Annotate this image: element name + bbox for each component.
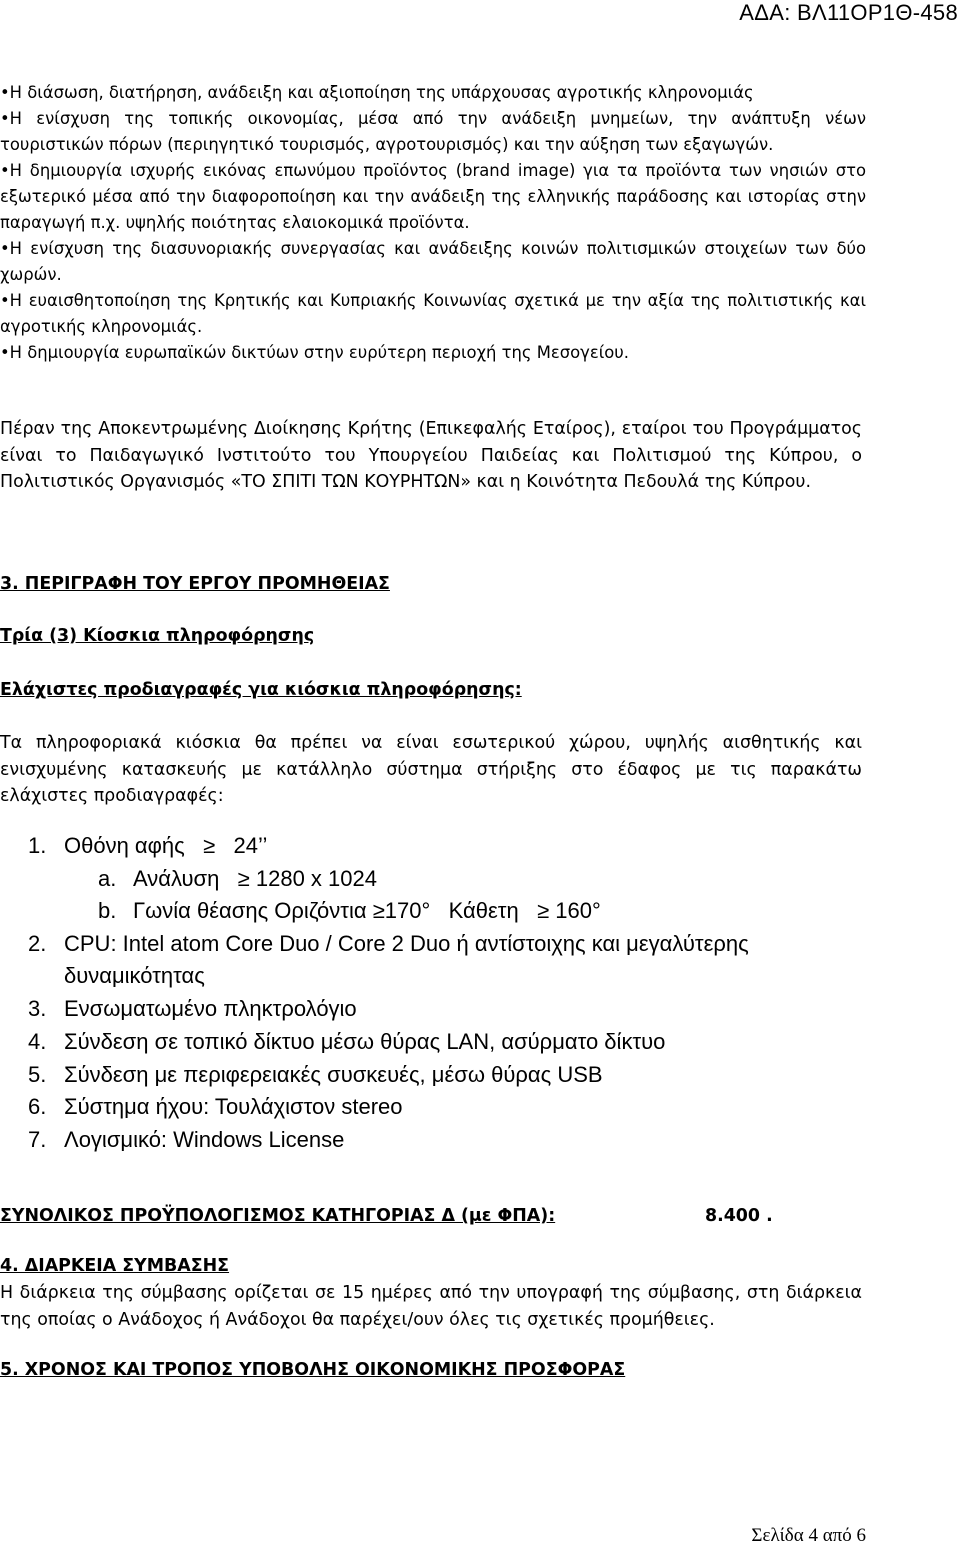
spec-text: [133, 898, 601, 924]
spec-number: 3.: [28, 996, 47, 1021]
ge-symbol: ≥: [537, 898, 550, 923]
spec-text: Σύστημα ήχου: Τουλάχιστον stereo: [64, 1094, 403, 1119]
spec-number: 1.: [28, 833, 47, 858]
partners-paragraph: Πέραν της Αποκεντρωμένης Διοίκησης Κρήτης (Επικεφαλής Εταίρος), εταίροι του Προγράμματος είναι το Παιδαγωγικό Ινστιτούτο του Υπουργείου Παιδείας και Πολιτισμού της Κύπρου, ο Πολιτιστικός Οργανισμός «ΤΟ ΣΠΙΤΙ ΤΩΝ ΚΟΥΡΗΤΩΝ» και η Κοινότητα Πεδουλά της Κύπρου.: [0, 419, 862, 492]
spec-value: 160°: [555, 898, 601, 923]
kiosks-subheading: Τρία (3) Κίοσκια πληροφόρησης: [0, 626, 315, 646]
section-4-text: Η διάρκεια της σύμβασης ορίζεται σε 15 ημέρες από την υπογραφή της σύμβασης, στη διάρκεια της οποίας ο Ανάδοχος ή Ανάδοχοι θα παρέχει/ουν όλες τις σχετικές προμήθειες.: [0, 1283, 862, 1330]
spec-number: 2.: [28, 931, 47, 956]
spec-intro: Τα πληροφοριακά κιόσκια θα πρέπει να είναι εσωτερικού χώρου, υψηλής αισθητικής και ενισχυμένης κατασκευής με κατάλληλο σύστημα στήριξης στο έδαφος με τις παρακάτω ελάχιστες προδιαγραφές:: [0, 733, 862, 806]
spec-text: δυναμικότητας: [64, 963, 205, 988]
spec-label: Γωνία θέασης Οριζόντια: [133, 898, 367, 923]
spec-heading: Ελάχιστες προδιαγραφές για κιόσκια πληροφόρησης:: [0, 680, 522, 700]
objective-item: •Η δημιουργία ευρωπαϊκών δικτύων στην ευρύτερη περιοχή της Μεσογείου.: [0, 343, 629, 362]
total-budget: [0, 1206, 960, 1226]
spec-text: [64, 833, 267, 859]
spec-number: 4.: [28, 1029, 47, 1054]
spec-value: 1280 x 1024: [255, 866, 377, 891]
spec-text: Ενσωματωμένο πληκτρολόγιο: [64, 996, 357, 1021]
spec-label: Ανάλυση: [133, 866, 220, 891]
objective-item: •Η δημιουργία ισχυρής εικόνας επωνύμου προϊόντος (brand image) για τα προϊόντα των νησιών στο εξωτερικό μέσα από την διαφοροποίηση και την ανάδειξη της ελληνικής παράδοσης και ιστορίας στην παραγωγή π.χ. υψηλής ποιότητας ελαιοκομικά προϊόντα.: [0, 161, 866, 232]
spec-text: Σύνδεση με περιφερειακές συσκευές, μέσω θύρας USB: [64, 1062, 603, 1087]
ge-symbol: ≥: [372, 898, 385, 923]
spec-text: CPU: Intel atom Core Duo / Core 2 Duo ή αντίστοιχης και μεγαλύτερης: [64, 931, 749, 956]
spec-number: 6.: [28, 1094, 47, 1119]
spec-text: [133, 866, 377, 892]
spec-number: 7.: [28, 1127, 47, 1152]
objectives-list: [0, 80, 866, 366]
objective-item: •Η ευαισθητοποίηση της Κρητικής και Κυπριακής Κοινωνίας σχετικά με την αξία της πολιτιστικής και αγροτικής κληρονομιάς.: [0, 291, 866, 336]
spec-number: 5.: [28, 1062, 47, 1087]
ge-symbol: ≥: [203, 833, 216, 858]
spec-value: 170°: [384, 898, 431, 923]
section-3-heading: 3. ΠΕΡΙΓΡΑΦΗ ΤΟΥ ΕΡΓΟΥ ΠΡΟΜΗΘΕΙΑΣ: [0, 574, 390, 594]
spec-label: Οθόνη αφής: [64, 833, 185, 858]
total-gap: [555, 1206, 625, 1226]
spec-label: Κάθετη: [448, 898, 519, 923]
spec-number: b.: [98, 898, 117, 923]
spec-number: a.: [98, 866, 117, 891]
objective-item: •Η ενίσχυση της τοπικής οικονομίας, μέσα από την ανάδειξη μνημείων, την ανάπτυξη νέων τουριστικών πόρων (περιηγητικό τουρισμός, αγροτουρισμός) και την αύξηση των εξαγωγών.: [0, 109, 866, 154]
spec-text: Λογισμικό: Windows License: [64, 1127, 345, 1152]
section-4-heading: 4. ΔΙΑΡΚΕΙΑ ΣΥΜΒΑΣΗΣ: [0, 1256, 230, 1276]
spec-text: Σύνδεση σε τοπικό δίκτυο μέσω θύρας LAN, ασύρματο δίκτυο: [64, 1029, 666, 1054]
ada-code: ΑΔΑ: ΒΛ11ΟΡ1Θ-458: [739, 0, 958, 25]
total-value: 8.400 .: [705, 1206, 773, 1226]
ge-symbol: ≥: [237, 866, 250, 891]
objective-item: •Η ενίσχυση της διασυνοριακής συνεργασίας και ανάδειξης κοινών πολιτισμικών στοιχείων των δύο χωρών.: [0, 239, 866, 284]
spec-value: 24’’: [233, 833, 268, 858]
section-5-heading: 5. ΧΡΟΝΟΣ ΚΑΙ ΤΡΟΠΟΣ ΥΠΟΒΟΛΗΣ ΟΙΚΟΝΟΜΙΚΗΣ ΠΡΟΣΦΟΡΑΣ: [0, 1360, 626, 1380]
page-number: Σελίδα 4 από 6: [751, 1525, 866, 1546]
objective-item: •Η διάσωση, διατήρηση, ανάδειξη και αξιοποίηση της υπάρχουσας αγροτικής κληρονομιάς: [0, 83, 754, 102]
total-label: ΣΥΝΟΛΙΚΟΣ ΠΡΟΫΠΟΛΟΓΙΣΜΟΣ ΚΑΤΗΓΟΡΙΑΣ Δ (με ΦΠΑ):: [0, 1206, 556, 1226]
